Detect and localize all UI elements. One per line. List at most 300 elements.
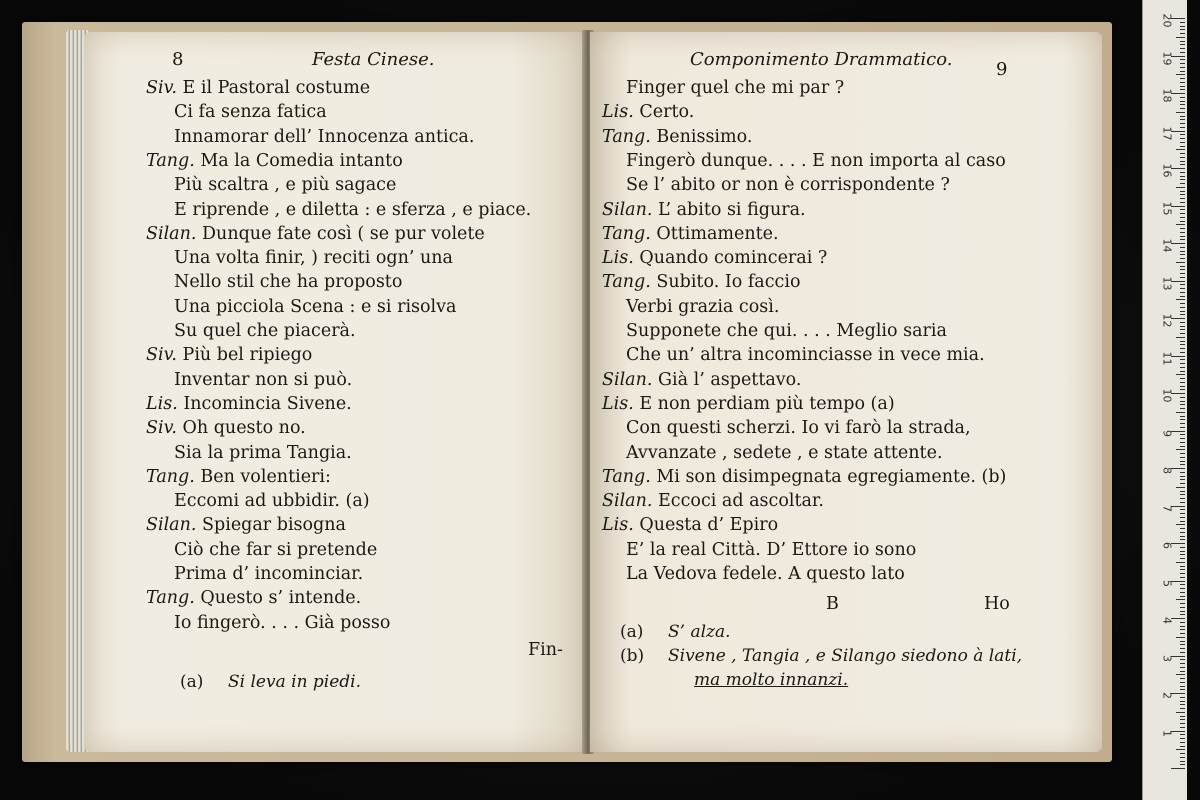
ruler-tick <box>1180 367 1185 368</box>
ruler-tick <box>1180 626 1185 627</box>
ruler-tick <box>1180 221 1185 222</box>
verse-text: Già l’ aspettavo. <box>658 369 802 390</box>
right-page-number: 9 <box>996 59 1008 80</box>
verse-text: Sia la prima Tangia. <box>174 442 352 463</box>
verse-text: E riprende , e diletta : e sferza , e piace. <box>174 199 532 220</box>
ruler-tick <box>1180 442 1185 443</box>
ruler-tick <box>1180 483 1185 484</box>
ruler-tick <box>1176 337 1185 338</box>
ruler-tick <box>1180 689 1185 690</box>
right_page-line <box>626 295 779 319</box>
ruler-tick <box>1180 686 1185 687</box>
ruler-tick <box>1180 213 1185 214</box>
ruler-tick <box>1180 277 1185 278</box>
ruler-tick <box>1176 187 1185 188</box>
ruler-tick <box>1176 674 1185 675</box>
ruler-tick <box>1180 723 1185 724</box>
ruler-tick <box>1180 134 1185 135</box>
footnote-text: Sivene , Tangia , e Silango siedono à lati, <box>668 646 1023 666</box>
speaker-label: Tang. <box>146 588 195 609</box>
verse-text: Che un’ altra incominciasse in vece mia. <box>626 345 985 366</box>
ruler-number: 5 <box>1160 579 1174 587</box>
ruler-tick <box>1180 573 1185 574</box>
verse-text: Supponete che qui. . . . Meglio saria <box>626 321 947 341</box>
left-page-number: 8 <box>172 49 184 70</box>
ruler-tick <box>1180 517 1185 518</box>
ruler-tick <box>1180 757 1185 758</box>
speaker-label: Tang. <box>602 466 651 487</box>
signature-mark: B <box>826 594 839 614</box>
left_page-line <box>146 586 361 610</box>
footnote-text: S’ alza. <box>668 622 731 642</box>
ruler-tick <box>1180 164 1185 165</box>
ruler-tick <box>1180 719 1185 720</box>
ruler-tick <box>1180 386 1185 387</box>
ruler-tick <box>1180 397 1185 398</box>
ruler-tick <box>1180 734 1185 735</box>
verse-text: Finger quel che mi par ? <box>626 78 845 98</box>
speaker-label: Silan. <box>602 491 653 512</box>
ruler-tick <box>1180 423 1185 424</box>
ruler-tick <box>1180 558 1185 559</box>
ruler-tick <box>1180 41 1185 42</box>
ruler-tick <box>1180 416 1185 417</box>
left-running-head: Festa Cinese. <box>312 49 435 70</box>
ruler-tick <box>1180 326 1185 327</box>
ruler-tick <box>1180 704 1185 705</box>
verse-text: Prima d’ incominciar. <box>174 564 364 584</box>
ruler-tick <box>1180 716 1185 717</box>
ruler-tick <box>1180 329 1185 330</box>
ruler-tick <box>1180 539 1185 540</box>
ruler-tick <box>1180 438 1185 439</box>
ruler-tick <box>1180 273 1185 274</box>
ruler-tick <box>1180 232 1185 233</box>
ruler-number: 16 <box>1160 163 1174 178</box>
ruler-tick <box>1180 258 1185 259</box>
verse-text: Mi son disimpegnata egregiamente. (b) <box>656 466 1007 487</box>
verse-text: Verbi grazia così. <box>626 296 780 317</box>
verse-text: Fingerò dunque. . . . E non importa al caso <box>626 150 1006 171</box>
verse-text: Eccoci ad ascoltar. <box>658 491 824 512</box>
ruler-tick <box>1180 738 1185 739</box>
ruler-tick <box>1176 299 1185 300</box>
ruler-tick <box>1180 513 1185 514</box>
verse-text: Ma la Comedia intanto <box>200 150 403 171</box>
ruler-tick <box>1176 712 1185 713</box>
right_page-line <box>626 343 985 367</box>
ruler-tick <box>1180 652 1185 653</box>
ruler-tick <box>1180 753 1185 754</box>
ruler-tick <box>1180 359 1185 360</box>
ruler-number: 6 <box>1160 542 1174 549</box>
ruler-tick <box>1180 457 1185 458</box>
verse-text: Questo s’ intende. <box>200 588 362 609</box>
ruler-number: 2 <box>1160 692 1174 699</box>
right_page-line <box>626 416 971 440</box>
ruler-tick <box>1180 179 1185 180</box>
ruler-tick <box>1180 494 1185 495</box>
left_page-line <box>146 416 306 440</box>
verse-text: L’ abito si figura. <box>658 199 806 220</box>
right_page-line <box>602 270 800 294</box>
ruler-tick <box>1180 239 1185 240</box>
ruler-tick <box>1180 176 1185 177</box>
verse-text: Più scaltra , e più sagace <box>174 175 397 196</box>
ruler-tick <box>1176 487 1185 488</box>
ruler-tick <box>1180 33 1185 34</box>
verse-text: Avvanzate , sedete , e state attente. <box>626 442 943 463</box>
ruler-tick <box>1180 104 1185 105</box>
ruler-tick <box>1180 659 1185 660</box>
ruler-tick <box>1176 37 1185 38</box>
ruler-tick <box>1180 491 1185 492</box>
ruler-tick <box>1180 172 1185 173</box>
ruler-tick <box>1180 71 1185 72</box>
right_page-line <box>602 392 895 416</box>
ruler-number: 13 <box>1160 276 1174 290</box>
ruler-tick <box>1180 611 1185 612</box>
left-footnote-text: Si leva in piedi. <box>228 672 362 692</box>
verse-text: Nello stil che ha proposto <box>174 272 403 293</box>
verse-text: Con questi scherzi. Io vi farò la strada, <box>626 418 971 439</box>
ruler-number: 11 <box>1160 351 1174 365</box>
ruler-tick <box>1171 768 1185 769</box>
right-footnote <box>620 620 731 644</box>
ruler-number: 18 <box>1160 88 1174 103</box>
verse-text: Più bel ripiego <box>182 345 313 366</box>
right_page-line <box>602 368 801 392</box>
ruler-tick <box>1180 153 1185 154</box>
ruler-tick <box>1180 352 1185 353</box>
ruler-tick <box>1180 629 1185 630</box>
ruler-tick <box>1180 116 1185 117</box>
left_page-line <box>146 76 370 100</box>
verse-text: Questa d’ Epiro <box>639 515 779 536</box>
left-page <box>84 32 586 752</box>
verse-text: Spiegar bisogna <box>202 515 346 536</box>
ruler-tick <box>1180 52 1185 53</box>
ruler-tick <box>1176 562 1185 563</box>
speaker-label: Silan. <box>602 369 653 390</box>
ruler-tick <box>1180 708 1185 709</box>
verse-text: Dunque fate così ( se pur volete <box>202 223 485 244</box>
ruler-tick <box>1176 224 1185 225</box>
ruler-tick <box>1180 292 1185 293</box>
ruler-tick <box>1180 82 1185 83</box>
ruler-tick <box>1180 453 1185 454</box>
ruler-tick <box>1180 434 1185 435</box>
ruler-tick <box>1180 727 1185 728</box>
footnote-mark: (b) <box>620 646 645 666</box>
right_page-line <box>602 246 827 270</box>
right_page-line <box>602 222 779 246</box>
ruler-tick <box>1176 112 1185 113</box>
ruler-tick <box>1176 262 1185 263</box>
ruler-tick <box>1180 401 1185 402</box>
ruler-tick <box>1180 509 1185 510</box>
verse-text: E il Pastoral costume <box>182 78 371 98</box>
ruler-tick <box>1180 26 1185 27</box>
ruler-tick <box>1176 412 1185 413</box>
ruler-tick <box>1180 536 1185 537</box>
left_page-line <box>174 319 356 343</box>
footnote-text: ma molto innanzi. <box>694 670 849 690</box>
verse-text: Io fingerò. . . . Già posso <box>174 612 391 633</box>
ruler-number: 15 <box>1160 201 1174 215</box>
ruler-tick <box>1180 547 1185 548</box>
verse-text: Innamorar dell’ Innocenza antica. <box>174 126 475 147</box>
ruler-tick <box>1180 678 1185 679</box>
left_page-line <box>174 538 377 562</box>
right_page-line <box>626 441 943 465</box>
ruler-number: 9 <box>1160 429 1174 437</box>
ruler-tick <box>1180 127 1185 128</box>
ruler-tick <box>1180 363 1185 364</box>
ruler-tick <box>1180 67 1185 68</box>
speaker-label: Siv. <box>146 418 177 439</box>
ruler-tick <box>1180 78 1185 79</box>
ruler-tick <box>1180 307 1185 308</box>
right_page-line <box>626 319 947 343</box>
speaker-label: Siv. <box>146 78 177 98</box>
left_page-line <box>146 465 331 489</box>
ruler-tick <box>1180 588 1185 589</box>
verse-text: Certo. <box>639 102 695 123</box>
verse-text: Ottimamente. <box>656 223 779 244</box>
ruler-tick <box>1176 749 1185 750</box>
left-catchword: Fin- <box>528 640 563 660</box>
ruler-tick <box>1180 296 1185 297</box>
ruler-tick <box>1180 63 1185 64</box>
ruler-tick <box>1180 333 1185 334</box>
verse-text: Ci fa senza fatica <box>174 102 327 123</box>
ruler-tick <box>1180 22 1185 23</box>
ruler-number: 20 <box>1160 13 1174 28</box>
ruler-number: 17 <box>1160 126 1174 140</box>
right_page-line <box>602 125 752 149</box>
ruler-tick <box>1180 671 1185 672</box>
ruler-tick <box>1180 247 1185 248</box>
ruler-tick <box>1180 596 1185 597</box>
right_page-line <box>602 513 778 537</box>
ruler-tick <box>1176 74 1185 75</box>
ruler-tick <box>1180 344 1185 345</box>
left_page-line <box>146 513 346 537</box>
right_page-line <box>626 173 950 197</box>
verse-text: Benissimo. <box>656 126 753 147</box>
left_page-line <box>174 562 363 586</box>
ruler-number: 8 <box>1160 467 1174 474</box>
verse-text: Eccomi ad ubbidir. (a) <box>174 491 370 512</box>
ruler-tick <box>1180 682 1185 683</box>
ruler-tick <box>1180 341 1185 342</box>
ruler-tick <box>1180 464 1185 465</box>
right_page-line <box>602 198 806 222</box>
ruler-number: 3 <box>1160 654 1174 662</box>
verse-text: Ben volentieri: <box>200 466 331 487</box>
ruler-number: 7 <box>1160 504 1174 512</box>
ruler-tick <box>1180 194 1185 195</box>
ruler-tick <box>1180 161 1185 162</box>
ruler-number: 19 <box>1160 51 1174 65</box>
speaker-label: Tang. <box>602 223 651 244</box>
left_page-line <box>146 222 485 246</box>
left_page-line <box>174 246 453 270</box>
ruler-tick <box>1180 119 1185 120</box>
left_page-line <box>146 343 312 367</box>
left_page-line <box>146 392 352 416</box>
ruler-tick <box>1180 101 1185 102</box>
verse-text: Una volta finir, ) reciti ogn’ una <box>174 248 453 269</box>
ruler-tick <box>1180 521 1185 522</box>
ruler-number: 4 <box>1160 617 1174 624</box>
ruler-tick <box>1180 566 1185 567</box>
ruler-tick <box>1180 123 1185 124</box>
ruler-tick <box>1180 254 1185 255</box>
ruler-tick <box>1180 322 1185 323</box>
measuring-ruler <box>1142 0 1187 800</box>
speaker-label: Lis. <box>602 102 634 123</box>
verse-text: Incomincia Sivene. <box>183 393 352 414</box>
verse-text: Su quel che piacerà. <box>174 321 356 341</box>
ruler-number: 14 <box>1160 238 1174 253</box>
ruler-tick <box>1180 217 1185 218</box>
ruler-tick <box>1180 551 1185 552</box>
speaker-label: Silan. <box>146 223 197 244</box>
ruler-tick <box>1180 108 1185 109</box>
ruler-tick <box>1180 419 1185 420</box>
ruler-tick <box>1180 48 1185 49</box>
ruler-tick <box>1180 408 1185 409</box>
ruler-tick <box>1180 644 1185 645</box>
verse-text: E’ la real Città. D’ Ettore io sono <box>626 539 917 560</box>
ruler-tick <box>1180 142 1185 143</box>
ruler-tick <box>1180 389 1185 390</box>
ruler-tick <box>1180 622 1185 623</box>
ruler-tick <box>1180 303 1185 304</box>
ruler-tick <box>1180 742 1185 743</box>
ruler-tick <box>1180 614 1185 615</box>
ruler-tick <box>1176 149 1185 150</box>
right_page-line <box>602 489 824 513</box>
left-footnote-mark: (a) <box>180 672 204 692</box>
right-footnote <box>620 668 848 692</box>
speaker-label: Lis. <box>602 248 634 269</box>
ruler-tick <box>1180 592 1185 593</box>
verse-text: Ciò che far si pretende <box>174 539 378 560</box>
ruler-tick <box>1180 532 1185 533</box>
ruler-tick <box>1180 764 1185 765</box>
right-running-head: Componimento Drammatico. <box>690 49 953 70</box>
ruler-number: 1 <box>1160 729 1174 737</box>
left_page-line <box>174 295 456 319</box>
speaker-label: Lis. <box>602 515 634 536</box>
ruler-tick <box>1180 502 1185 503</box>
ruler-tick <box>1180 146 1185 147</box>
ruler-tick <box>1180 269 1185 270</box>
ruler-tick <box>1180 663 1185 664</box>
ruler-tick <box>1180 761 1185 762</box>
ruler-tick <box>1180 314 1185 315</box>
ruler-tick <box>1180 446 1185 447</box>
left_page-line <box>146 149 403 173</box>
ruler-tick <box>1180 198 1185 199</box>
verse-text: Una picciola Scena : e si risolva <box>174 296 457 317</box>
speaker-label: Silan. <box>602 199 653 220</box>
ruler-tick <box>1180 479 1185 480</box>
ruler-tick <box>1180 607 1185 608</box>
ruler-tick <box>1180 584 1185 585</box>
ruler-tick <box>1180 382 1185 383</box>
ruler-tick <box>1180 59 1185 60</box>
verse-text: E non perdiam più tempo (a) <box>639 393 895 414</box>
speaker-label: Lis. <box>146 393 178 414</box>
speaker-label: Tang. <box>146 466 195 487</box>
ruler-tick <box>1180 461 1185 462</box>
right_page-line <box>626 149 1006 173</box>
ruler-number: 10 <box>1160 388 1174 403</box>
right-footnote <box>620 644 1022 668</box>
ruler-tick <box>1180 348 1185 349</box>
ruler-tick <box>1180 86 1185 87</box>
ruler-tick <box>1176 637 1185 638</box>
right_page-line <box>626 562 905 586</box>
left_page-line <box>174 489 370 513</box>
right_page-line <box>602 465 1006 489</box>
ruler-tick <box>1180 29 1185 30</box>
ruler-tick <box>1180 603 1185 604</box>
ruler-tick <box>1176 374 1185 375</box>
ruler-tick <box>1180 266 1185 267</box>
ruler-tick <box>1180 209 1185 210</box>
speaker-label: Lis. <box>602 393 634 414</box>
ruler-tick <box>1180 701 1185 702</box>
ruler-tick <box>1180 378 1185 379</box>
verse-text: Oh questo no. <box>182 418 306 439</box>
right_page-line <box>626 76 844 100</box>
speaker-label: Silan. <box>146 515 197 536</box>
ruler-tick <box>1180 191 1185 192</box>
ruler-tick <box>1180 569 1185 570</box>
speaker-label: Tang. <box>602 126 651 147</box>
left_page-line <box>174 270 402 294</box>
ruler-tick <box>1180 44 1185 45</box>
ruler-tick <box>1180 236 1185 237</box>
left_page-line <box>174 611 390 635</box>
ruler-tick <box>1180 371 1185 372</box>
speaker-label: Tang. <box>146 150 195 171</box>
right_page-line <box>602 100 694 124</box>
ruler-tick <box>1180 284 1185 285</box>
ruler-tick <box>1180 228 1185 229</box>
ruler-tick <box>1180 697 1185 698</box>
speaker-label: Tang. <box>602 272 651 293</box>
left_page-line <box>174 368 352 392</box>
ruler-tick <box>1180 648 1185 649</box>
left_page-line <box>174 441 352 465</box>
verse-text: Inventar non si può. <box>174 369 353 390</box>
ruler-tick <box>1176 449 1185 450</box>
ruler-tick <box>1180 311 1185 312</box>
ruler-tick <box>1180 472 1185 473</box>
verse-text: La Vedova fedele. A questo lato <box>626 564 905 584</box>
ruler-tick <box>1180 89 1185 90</box>
left_page-line <box>174 173 396 197</box>
left_page-line <box>174 100 327 124</box>
ruler-tick <box>1176 599 1185 600</box>
verse-text: Subito. Io faccio <box>656 272 801 293</box>
